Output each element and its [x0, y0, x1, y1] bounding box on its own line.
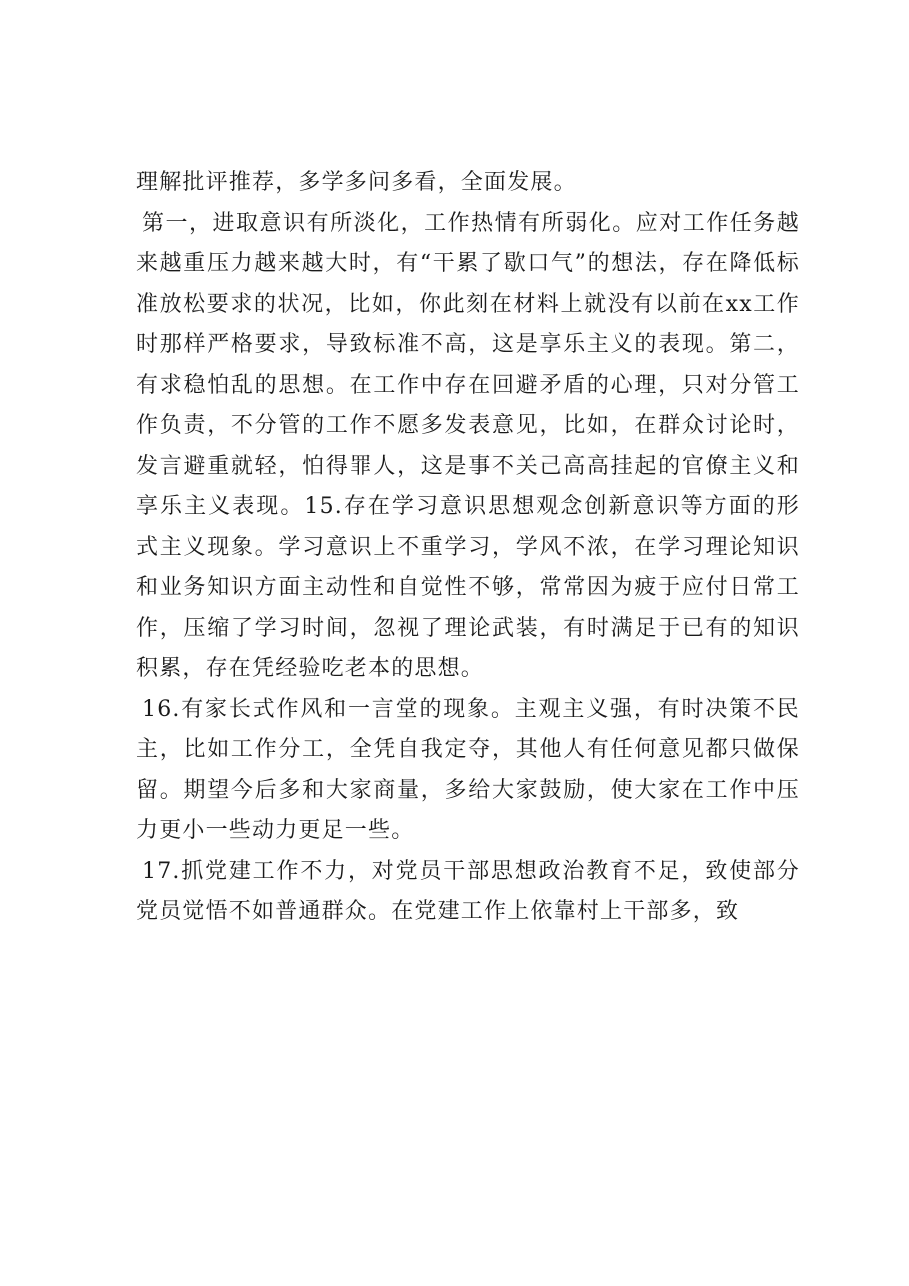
document-body — [136, 163, 800, 933]
paragraph-point-16: 16.有家长式作风和一言堂的现象。主观主义强，有时决策不民主，比如工作分工，全凭自我定夺，其他人有任何意见都只做保留。期望今后多和大家商量，多给大家鼓励，使大家在工作中压力更小一些动力更足一些。 — [136, 696, 800, 843]
paragraph-point-17: 17.抓党建工作不力，对党员干部思想政治教育不足，致使部分党员觉悟不如普通群众。在党建工作上依靠村上干部多，致 — [136, 858, 800, 924]
paragraph-first-second-points: 第一，进取意识有所淡化，工作热情有所弱化。应对工作任务越来越重压力越来越大时，有“干累了歇口气”的想法，存在降低标准放松要求的状况，比如，你此刻在材料上就没有以前在xx工作时那样严格要求，导致标准不高，这是享乐主义的表现。第二，有求稳怕乱的思想。在工作中存在回避矛盾的心理，只对分管工作负责，不分管的工作不愿多发表意见，比如，在群众讨论时，发言避重就轻，怕得罪人，这是事不关己高高挂起的官僚主义和享乐主义表现。15.存在学习意识思想观念创新意识等方面的形式主义现象。学习意识上不重学习，学风不浓，在学习理论知识和业务知识方面主动性和自觉性不够，常常因为疲于应付日常工作，压缩了学习时间，忽视了理论武装，有时满足于已有的知识积累，存在凭经验吃老本的思想。 — [136, 210, 800, 681]
paragraph-continuation: 理解批评推荐，多学多问多看，全面发展。 — [136, 170, 577, 195]
